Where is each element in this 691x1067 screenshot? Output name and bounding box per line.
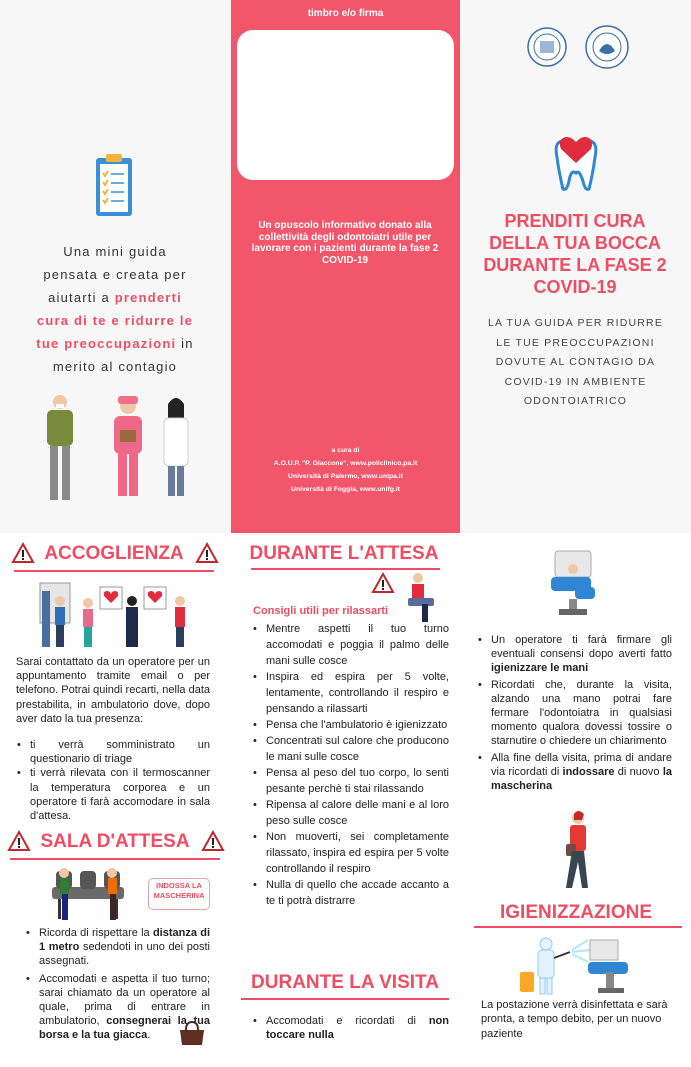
warning-icon bbox=[12, 543, 34, 563]
university-seal-icon bbox=[585, 25, 629, 69]
list-item: • Ricordati che, durante la visita, alzando una mano potrai fare fermare l'odontoiatra in qualsiasi momento qualora dovessi tossire o starnutire o chiedere un chiarimento bbox=[478, 678, 672, 749]
section-divider bbox=[251, 568, 440, 570]
mini-guide-line: pensata e creata per bbox=[43, 267, 187, 282]
subtitle-line: COVID-19 IN AMBIENTE bbox=[504, 375, 647, 388]
subtitle bbox=[478, 314, 673, 412]
clipboard-icon bbox=[94, 152, 134, 218]
section-divider bbox=[10, 858, 220, 860]
sala-attesa-heading: SALA D'ATTESA bbox=[40, 831, 190, 852]
title-line: DELLA TUA BOCCA bbox=[489, 233, 661, 253]
section-divider bbox=[474, 926, 682, 928]
credits-header: a cura di bbox=[331, 447, 360, 454]
list-item bbox=[26, 926, 210, 969]
stamp-label: timbro e/o firma bbox=[307, 8, 384, 19]
mini-guide-highlight: prenderti bbox=[114, 290, 182, 305]
list-item bbox=[478, 751, 672, 794]
text: di nuovo bbox=[614, 765, 663, 778]
durante-visita-list bbox=[253, 1014, 449, 1042]
list-item: • Pensa che l'ambulatorio è igienizzato bbox=[253, 717, 449, 733]
list-item: • Mentre aspetti il tuo turno accomodati e poggia il palmo delle mani sulle cosce bbox=[253, 621, 449, 669]
walking-person-icon bbox=[560, 810, 596, 892]
text: Un operatore ti farà firmare gli eventuali consensi dopo averti fatto bbox=[491, 634, 672, 661]
warning-icon bbox=[372, 573, 394, 593]
credits bbox=[231, 447, 460, 499]
text: Accomodati e aspetta il tuo turno; sarai chiamato da un operatore al quale, prima di entrare in ambulatorio, bbox=[39, 972, 210, 1028]
warning-icon bbox=[196, 543, 218, 563]
title-line: DURANTE LA FASE 2 bbox=[483, 255, 667, 275]
bold-text: non toccare nulla bbox=[266, 1015, 449, 1041]
list-item: • Nulla di quello che accade accanto a te ti potrà distrarre bbox=[253, 877, 449, 909]
bold-text: igienizzare le mani bbox=[491, 662, 589, 675]
list-item: • Concentrati sul calore che producono le mani sulle cosce bbox=[253, 733, 449, 765]
doctor-figure bbox=[164, 398, 188, 496]
credit-line: A.O.U.P. "P. Giaccone", www.policlinico.pa.it bbox=[273, 460, 418, 467]
bold-text: indossare bbox=[562, 765, 615, 778]
title-line: COVID-19 bbox=[533, 277, 617, 297]
mini-guide-highlight: cura di te e ridurre le bbox=[36, 313, 194, 328]
people-icon bbox=[40, 390, 200, 502]
accoglienza-heading: ACCOGLIENZA bbox=[44, 543, 184, 564]
handbag-icon bbox=[178, 1020, 206, 1046]
mini-guide-line: merito al contagio bbox=[52, 359, 178, 374]
stamp-box bbox=[237, 30, 454, 180]
text: sedendoti in uno dei posti assegnati. bbox=[39, 941, 210, 968]
mini-guide bbox=[20, 240, 210, 378]
warning-icon bbox=[8, 831, 30, 851]
woman-figure bbox=[114, 396, 142, 496]
list-item: • Pensa al peso del tuo corpo, lo senti pesante perchè ti stai rilassando bbox=[253, 765, 449, 797]
section-divider bbox=[14, 570, 214, 572]
list-item bbox=[478, 633, 672, 676]
title-line: PRENDITI CURA bbox=[504, 211, 646, 231]
mini-guide-highlight: tue preoccupazioni bbox=[36, 336, 177, 351]
tooth-heart-icon bbox=[551, 133, 601, 193]
university-seal-icon bbox=[527, 27, 567, 67]
people-icon bbox=[40, 583, 192, 649]
text: Alla fine della visita, prima di andare via ricordati di bbox=[491, 751, 672, 778]
accoglienza-list bbox=[17, 738, 210, 823]
text: . bbox=[147, 1029, 151, 1042]
mini-guide-text: in bbox=[176, 336, 194, 351]
subtitle-line: DOVUTE AL CONTAGIO DA bbox=[495, 356, 656, 368]
chair-icon bbox=[50, 865, 126, 927]
list-item: • Inspira ed espira per 5 volte, lentamente, controllando il respiro e pensando a rilassarti bbox=[253, 669, 449, 717]
bold-text: consegnerai la tua borsa e la tua giacca bbox=[39, 1015, 210, 1042]
accoglienza-intro: Sarai contattato da un operatore per un appuntamento tramite email o per telefono. Potrai quindi recarti, nella data prestabilita, in ambulatorio dove, dopo aver dato la tua presenza: bbox=[16, 656, 210, 725]
igienizzazione-heading: IGIENIZZAZIONE bbox=[500, 902, 652, 923]
subtitle-line: LE TUE PREOCCUPAZIONI bbox=[496, 336, 655, 349]
chair-icon bbox=[402, 572, 438, 624]
list-item: • ti verrà somministrato un questionario di triage bbox=[17, 738, 210, 766]
sanitizing-worker-icon bbox=[516, 936, 636, 998]
bold-text: distanza di 1 metro bbox=[39, 927, 211, 954]
list-item: • Ripensa al calore delle mani e al loro peso sulle cosce bbox=[253, 797, 449, 829]
section-divider bbox=[241, 998, 449, 1000]
durante-attesa-heading: DURANTE L'ATTESA bbox=[249, 543, 439, 564]
mask-badge: INDOSSA LA MASCHERINA bbox=[148, 878, 210, 910]
durante-visita-heading: DURANTE LA VISITA bbox=[251, 972, 439, 993]
text: Ricorda di rispettare la bbox=[39, 927, 153, 939]
list-item: • Non muoverti, sei completamente rilassato, inspira ed espira per 5 volte controllando il respiro bbox=[253, 829, 449, 877]
bold-text: la mascherina bbox=[491, 765, 672, 793]
durante-attesa-subheading: Consigli utili per rilassarti bbox=[253, 605, 389, 617]
credit-line: Università di Foggia, www.unifg.it bbox=[291, 486, 400, 493]
subtitle-line: LA TUA GUIDA PER RIDURRE bbox=[487, 317, 664, 329]
donated-text: Un opuscolo informativo donato alla collettività degli odontoiatri utile per lavorare con i pazienti durante la fase 2 COVID-19 bbox=[251, 220, 439, 266]
visita-steps-list bbox=[478, 633, 672, 793]
subtitle-line: ODONTOIATRICO bbox=[523, 395, 628, 407]
warning-icon bbox=[202, 831, 224, 851]
mini-guide-line: Una mini guida bbox=[63, 244, 167, 259]
dental-chair-icon bbox=[545, 547, 605, 619]
text: Accomodati e ricordati di bbox=[266, 1015, 429, 1027]
main-title bbox=[465, 210, 685, 298]
igienizzazione-text: La postazione verrà disinfettata e sarà pronta, a tempo debito, per un nuovo paziente bbox=[481, 999, 668, 1040]
list-item: • ti verrà rilevata con il termoscanner la temperatura corporea e un operatore ti farà accomodare in sala d'attesa. bbox=[17, 766, 210, 823]
list-item bbox=[253, 1014, 449, 1042]
mini-guide-text: aiutarti a bbox=[48, 290, 115, 305]
credit-line: Università di Palermo, www.unipa.it bbox=[288, 473, 403, 480]
man-figure bbox=[47, 395, 73, 500]
durante-attesa-list bbox=[253, 621, 449, 909]
